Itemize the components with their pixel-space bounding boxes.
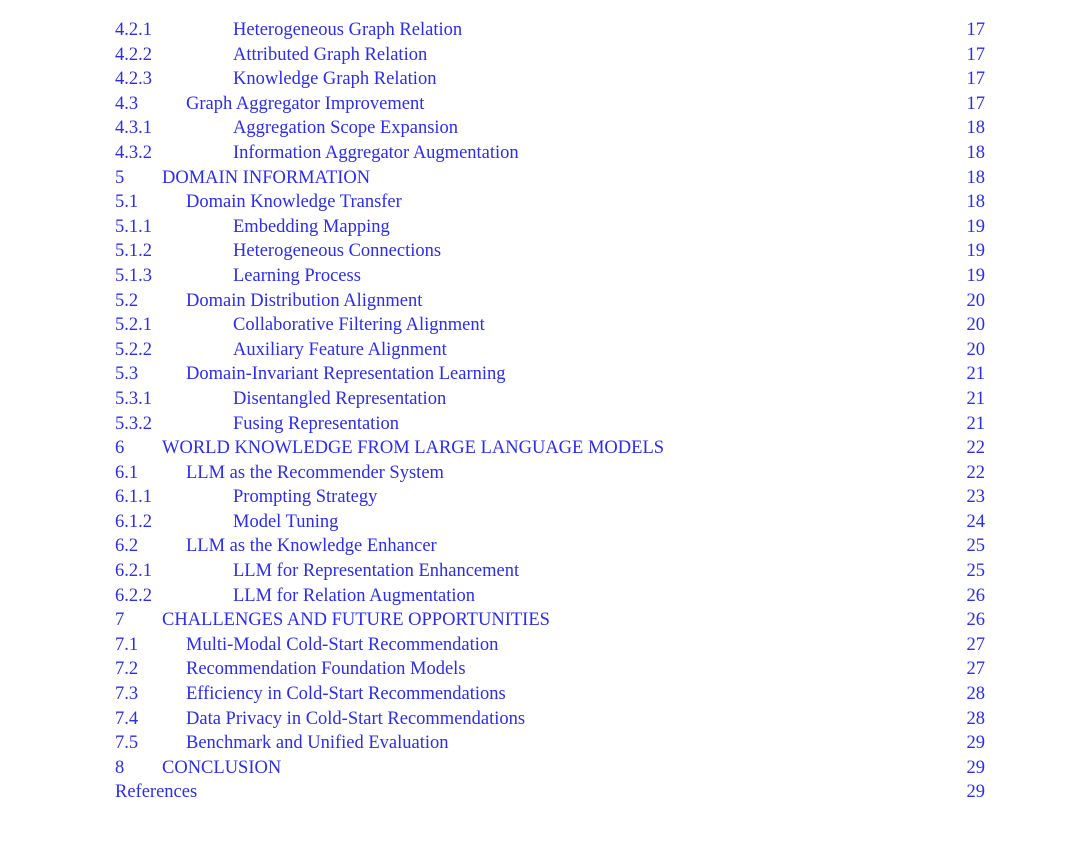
toc-entry-page[interactable]: 19 — [966, 265, 985, 286]
toc-entry-number: 6.1.1 — [115, 487, 152, 508]
toc-entry[interactable] — [115, 682, 985, 707]
toc-entry-title[interactable]: Auxiliary Feature Alignment — [233, 339, 447, 360]
toc-entry[interactable] — [115, 756, 985, 781]
toc-entry[interactable] — [115, 436, 985, 461]
toc-entry[interactable] — [115, 313, 985, 338]
toc-entry-page[interactable]: 28 — [966, 684, 985, 705]
toc-entry-title[interactable]: Heterogeneous Connections — [233, 241, 442, 262]
toc-entry-title[interactable]: LLM as the Knowledge Enhancer — [186, 536, 437, 557]
toc-entry-page[interactable]: 17 — [966, 20, 985, 40]
toc-entry-title[interactable]: Knowledge Graph Relation — [233, 69, 437, 90]
toc-entry-title[interactable]: Learning Process — [233, 265, 361, 286]
toc-entry-page[interactable]: 19 — [966, 241, 985, 262]
toc-entry-title[interactable]: LLM for Relation Augmentation — [233, 585, 475, 606]
toc-entry-number: 7.1 — [115, 634, 139, 655]
toc-entry-page[interactable]: 23 — [966, 487, 985, 508]
toc-entry-title[interactable]: Fusing Representation — [233, 413, 399, 434]
toc-entry-number: 7.2 — [115, 659, 139, 680]
toc-entry[interactable] — [115, 116, 985, 141]
toc-entry-title[interactable]: Recommendation Foundation Models — [186, 659, 466, 680]
toc-entry-number: 4.2.1 — [115, 20, 152, 40]
toc-entry-page[interactable]: 27 — [966, 659, 985, 680]
toc-entry[interactable] — [115, 657, 985, 682]
toc-entry[interactable] — [115, 141, 985, 166]
toc-entry[interactable] — [115, 215, 985, 240]
toc-entry[interactable] — [115, 338, 985, 363]
toc-entry-page[interactable]: 28 — [966, 708, 985, 729]
toc-entry[interactable] — [115, 510, 985, 535]
toc-entry[interactable] — [115, 461, 985, 486]
toc-entry-page[interactable]: 20 — [966, 315, 985, 336]
toc-entry-page[interactable]: 20 — [966, 290, 985, 311]
toc-entry-title[interactable]: Efficiency in Cold-Start Recommendations — [186, 684, 506, 705]
toc-entry-page[interactable]: 29 — [966, 757, 985, 778]
toc-entry[interactable] — [115, 362, 985, 387]
toc-entry-title[interactable]: CONCLUSION — [162, 757, 282, 778]
toc-entry-page[interactable]: 25 — [966, 536, 985, 557]
toc-entry-page[interactable]: 19 — [966, 216, 985, 237]
toc-entry-page[interactable]: 20 — [966, 339, 985, 360]
toc-entry-title[interactable]: Aggregation Scope Expansion — [233, 118, 459, 139]
toc-entry[interactable] — [115, 534, 985, 559]
toc-entry-page[interactable]: 18 — [966, 118, 985, 139]
toc-entry[interactable] — [115, 559, 985, 584]
toc-entry-title[interactable]: Collaborative Filtering Alignment — [233, 315, 485, 336]
toc-entry[interactable] — [115, 289, 985, 314]
toc-entry[interactable] — [115, 18, 985, 43]
toc-entry-page[interactable]: 21 — [966, 388, 985, 409]
toc-entry-number: 6.1 — [115, 462, 139, 483]
toc-entry-number: 7.3 — [115, 684, 139, 705]
toc-entry-title[interactable]: WORLD KNOWLEDGE FROM LARGE LANGUAGE MODELS — [162, 438, 665, 459]
toc-entry-page[interactable]: 27 — [966, 634, 985, 655]
toc-entry-number: 5.3.2 — [115, 413, 152, 434]
toc-entry-page[interactable]: 18 — [966, 192, 985, 213]
toc-entry-number: 6.2.1 — [115, 561, 152, 582]
toc-entry[interactable] — [115, 239, 985, 264]
toc-entry-number: 5.1.2 — [115, 241, 152, 262]
toc-entry-page[interactable]: 26 — [966, 610, 985, 631]
toc-entry-number: 7 — [115, 610, 125, 631]
toc-entry-title[interactable]: Multi-Modal Cold-Start Recommendation — [186, 634, 499, 655]
toc-entry-page[interactable]: 21 — [966, 413, 985, 434]
toc-entry-title[interactable]: Benchmark and Unified Evaluation — [186, 733, 449, 754]
toc-entry-page[interactable]: 29 — [966, 733, 985, 754]
toc-entry-number: 5.1.3 — [115, 265, 152, 286]
toc-entry-number: 5.2.1 — [115, 315, 152, 336]
toc-entry-number: 6.2 — [115, 536, 139, 557]
toc-entry-number: 5.1.1 — [115, 216, 152, 237]
toc-entry[interactable] — [115, 608, 985, 633]
toc-entry-page[interactable]: 21 — [966, 364, 985, 385]
toc-entry[interactable] — [115, 166, 985, 191]
toc-entry[interactable] — [115, 264, 985, 289]
toc-entry-number: 6 — [115, 438, 125, 459]
toc-entry-title[interactable]: Prompting Strategy — [233, 487, 378, 508]
toc-entry[interactable] — [115, 43, 985, 68]
toc-entry-title[interactable]: Heterogeneous Graph Relation — [233, 20, 463, 40]
toc-entry-number: 4.3 — [115, 93, 139, 114]
toc-entry-number: 6.1.2 — [115, 511, 152, 532]
table-of-contents — [115, 18, 985, 805]
toc-entry-number: 6.2.2 — [115, 585, 152, 606]
toc-entry-number: 4.2.2 — [115, 44, 152, 65]
toc-entry-page[interactable]: 26 — [966, 585, 985, 606]
toc-entry[interactable] — [115, 190, 985, 215]
toc-entry-title[interactable]: Domain Knowledge Transfer — [186, 192, 402, 213]
toc-entry-title[interactable]: DOMAIN INFORMATION — [162, 167, 371, 188]
toc-entry[interactable] — [115, 780, 985, 805]
toc-entry[interactable] — [115, 707, 985, 732]
toc-entry-number: 5.1 — [115, 192, 139, 213]
toc-entry-title[interactable]: Graph Aggregator Improvement — [186, 93, 425, 114]
toc-entry-page[interactable]: 22 — [966, 462, 985, 483]
toc-entry-number: 5.3.1 — [115, 388, 152, 409]
toc-entry-title[interactable]: Disentangled Representation — [233, 388, 447, 409]
toc-entry-number: 5 — [115, 167, 125, 188]
toc-entry-title[interactable]: LLM as the Recommender System — [186, 462, 444, 483]
toc-entry-number: 4.3.2 — [115, 142, 152, 163]
toc-entry-title[interactable]: Information Aggregator Augmentation — [233, 142, 519, 163]
toc-entry[interactable] — [115, 485, 985, 510]
toc-entry-page[interactable]: 24 — [966, 511, 985, 532]
toc-entry-title[interactable]: Data Privacy in Cold-Start Recommendations — [186, 708, 526, 729]
toc-entry[interactable] — [115, 584, 985, 609]
toc-entry-title[interactable]: Model Tuning — [233, 511, 339, 532]
toc-entry-page[interactable]: 17 — [966, 44, 985, 65]
toc-entry-page[interactable]: 17 — [966, 69, 985, 90]
toc-entry-title[interactable]: References — [115, 782, 198, 803]
toc-entry-page[interactable]: 17 — [966, 93, 985, 114]
toc-entry-title[interactable]: Domain-Invariant Representation Learning — [186, 364, 506, 385]
toc-entry[interactable] — [115, 633, 985, 658]
toc-entry-number: 7.5 — [115, 733, 139, 754]
toc-entry-number: 4.2.3 — [115, 69, 152, 90]
toc-entry-title[interactable]: Attributed Graph Relation — [233, 44, 428, 65]
toc-entry-number: 8 — [115, 757, 125, 778]
toc-entry[interactable] — [115, 412, 985, 437]
toc-entry-title[interactable]: CHALLENGES AND FUTURE OPPORTUNITIES — [162, 610, 550, 631]
toc-entry-title[interactable]: LLM for Representation Enhancement — [233, 561, 520, 582]
toc-entry-number: 7.4 — [115, 708, 139, 729]
toc-entry-page[interactable]: 18 — [966, 142, 985, 163]
toc-entry[interactable] — [115, 92, 985, 117]
toc-entry-page[interactable]: 18 — [966, 167, 985, 188]
toc-entry-number: 4.3.1 — [115, 118, 152, 139]
toc-entry-number: 5.2 — [115, 290, 139, 311]
toc-entry-title[interactable]: Domain Distribution Alignment — [186, 290, 423, 311]
toc-entry[interactable] — [115, 387, 985, 412]
toc-entry-number: 5.3 — [115, 364, 139, 385]
toc-entry[interactable] — [115, 731, 985, 756]
toc-entry-page[interactable]: 25 — [966, 561, 985, 582]
toc-entry-title[interactable]: Embedding Mapping — [233, 216, 390, 237]
toc-entry-page[interactable]: 29 — [966, 782, 985, 803]
toc-entry-number: 5.2.2 — [115, 339, 152, 360]
toc-entry-page[interactable]: 22 — [966, 438, 985, 459]
toc-entry[interactable] — [115, 67, 985, 92]
